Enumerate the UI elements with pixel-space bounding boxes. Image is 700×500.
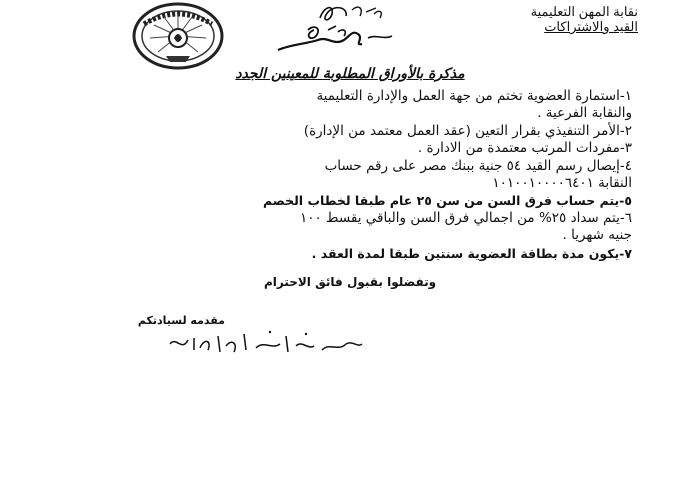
presented-by-label: مقدمه لسيادتكم xyxy=(137,314,225,327)
list-item: جنيه شهريا . xyxy=(562,227,632,244)
list-item: النقابة ١٠١٠٠١٠٠٠٠٦٤٠١ xyxy=(492,175,632,192)
closing-line: وتفضلوا بقبول فائق الاحترام xyxy=(263,275,437,289)
list-item: ١-استمارة العضوية تختم من جهة العمل والإدارة التعليمية xyxy=(316,88,632,104)
list-item: ٤-إيصال رسم القيد ٥٤ جنية ببنك مصر على رقم حساب xyxy=(324,157,632,174)
requirements-list xyxy=(172,88,632,262)
list-item: ٥-يتم حساب فرق السن من سن ٢٥ عام طبقا لخطاب الخصم xyxy=(262,193,632,209)
org-name: نقابة المهن التعليمية xyxy=(530,4,638,19)
list-item: والنقابة الفرعية . xyxy=(537,105,632,122)
list-item: ٣-مفردات المرتب معتمدة من الادارة . xyxy=(417,140,632,157)
organization-header xyxy=(531,4,638,34)
handwritten-signature-icon xyxy=(258,0,408,60)
list-item: ٦-يتم سداد ٢٥% من اجمالي فرق السن والباقي يقسط ١٠٠ xyxy=(299,209,632,226)
org-department: القيد والاشتراكات xyxy=(544,19,638,34)
list-item: ٧-يكون مدة بطاقة العضوية سنتين طبقا لمدة العقد . xyxy=(311,245,632,261)
union-seal-icon xyxy=(130,0,226,70)
handwritten-signature-icon xyxy=(160,322,370,362)
list-item: ٢-الأمر التنفيذي بقرار التعين (عقد العمل معتمد من الإدارة) xyxy=(303,122,632,139)
page-title: مذكرة بالأوراق المطلوبة للمعينين الجدد xyxy=(235,66,465,82)
